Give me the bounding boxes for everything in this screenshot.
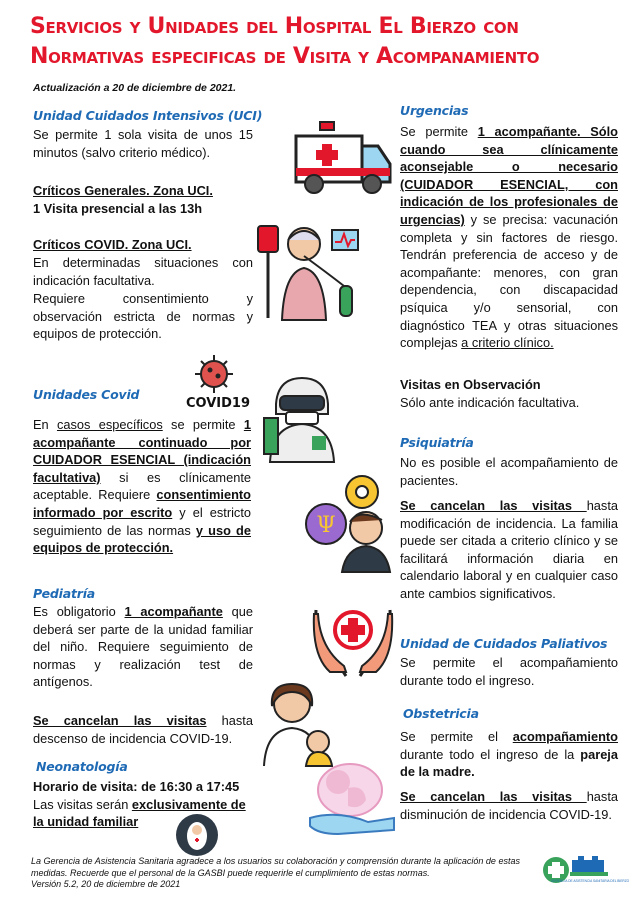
care-hands-icon (312, 600, 394, 678)
psiquiatria-text2: Se cancelan las visitas hasta modificación de incidencia. La familia puede ser citada a criterio clínico y se facilitará información diaria en calendario laboral y en cualquier caso ante cambios significativos. (400, 498, 618, 601)
footer: La Gerencia de Asistencia Sanitaria agradece a los usuarios su colaboración y comprensión durante la aplicación de estas medidas. Recuerde que el personal de la GASBI puede requerirle el cumplimiento de estas normas. Versión 5.2, 20 de diciembre de 2021 (31, 856, 520, 889)
newborn-icon (174, 812, 220, 858)
logo-text: GERENCIA DE ASISTENCIA SANITARIA DEL BIERZO (550, 879, 630, 883)
fetus-hand-icon (308, 760, 400, 836)
paliativos-heading: Unidad de Cuidados Paliativos (400, 636, 608, 651)
uci-text: Se permite 1 sola visita de unos 15 minutos (salvo criterio médico). (33, 127, 253, 160)
uci-heading: Unidad Cuidados Intensivos (UCI) (33, 108, 263, 123)
gasbi-logo (540, 852, 630, 892)
criticos-covid-heading: Críticos COVID. Zona UCI. (33, 237, 192, 252)
protective-suit-icon (256, 374, 346, 464)
covid-text: En casos específicos se permite 1 acompañante continuado por CUIDADOR ESENCIAL (indicación facultativa) si es clínicamente aceptable. Requiere consentimiento informado por escrito y el estricto seguimiento de las normas y uso de equipos de protección. (33, 417, 252, 556)
covid-heading: Unidades Covid (33, 387, 140, 402)
psiquiatria-heading: Psiquiatría (400, 435, 474, 450)
criticos-covid-text1: En determinadas situaciones con indicación facultativa. (33, 255, 253, 288)
psiquiatria-text1: No es posible el acompañamiento de pacientes. (400, 455, 618, 488)
pediatria-text: Es obligatorio 1 acompañante que deberá ser parte de la unidad familiar del niño. Requiere seguimiento de normas y realización test de antígenos. (33, 604, 253, 690)
observacion-text: Sólo ante indicación facultativa. (400, 395, 580, 410)
criticos-covid-text2: Requiere consentimiento y observación estricta de normas y equipos de protección. (33, 291, 253, 342)
urgencias-heading: Urgencias (400, 103, 469, 118)
covid19-label: COVID19 (186, 396, 251, 411)
psychiatry-icon (302, 470, 396, 572)
update-date: Actualización a 20 de diciembre de 2021. (33, 82, 237, 94)
criticos-generales: Críticos Generales. Zona UCI. 1 Visita presencial a las 13h (33, 183, 213, 216)
neonatologia-text: Horario de visita: de 16:30 a 17:45 Las visitas serán exclusivamente de la unidad familiar (33, 779, 246, 830)
pediatria-heading: Pediatría (33, 586, 96, 601)
obstetricia-text1: Se permite el acompañamiento durante todo el ingreso de la pareja de la madre. (400, 729, 618, 780)
ambulance-icon (290, 118, 395, 200)
neonatologia-heading: Neonatología (36, 759, 128, 774)
mother-child-icon (262, 682, 338, 766)
svg-text:Ψ: Ψ (316, 513, 336, 538)
obstetricia-heading: Obstetricia (403, 706, 479, 721)
page-title: Servicios y Unidades del Hospital El Bierzo con Normativas especificas de Visita y Acompanamiento (30, 14, 540, 69)
observacion-heading: Visitas en Observación (400, 377, 541, 392)
icu-patient-icon (256, 222, 360, 322)
urgencias-text: Se permite 1 acompañante. Sólo cuando sea clínicamente aconsejable o necesario (CUIDADOR ESENCIAL, con indicación de los profesionales de urgencias) y se precisa: vacunación completa y sin factores de riesgo. Tendrán preferencia de acceso y de acompañante: menores, con gran dependencia, con discapacidad psíquica y/o sensorial, con diagnóstico TEA y otras situaciones complejas a criterio clínico. (400, 124, 618, 351)
obstetricia-text2: Se cancelan las visitas hasta disminución de incidencia COVID-19. (400, 789, 618, 822)
pediatria-cancel: Se cancelan las visitas hasta descenso de incidencia COVID-19. (33, 713, 253, 746)
paliativos-text: Se permite el acompañamiento durante todo el ingreso. (400, 655, 618, 688)
